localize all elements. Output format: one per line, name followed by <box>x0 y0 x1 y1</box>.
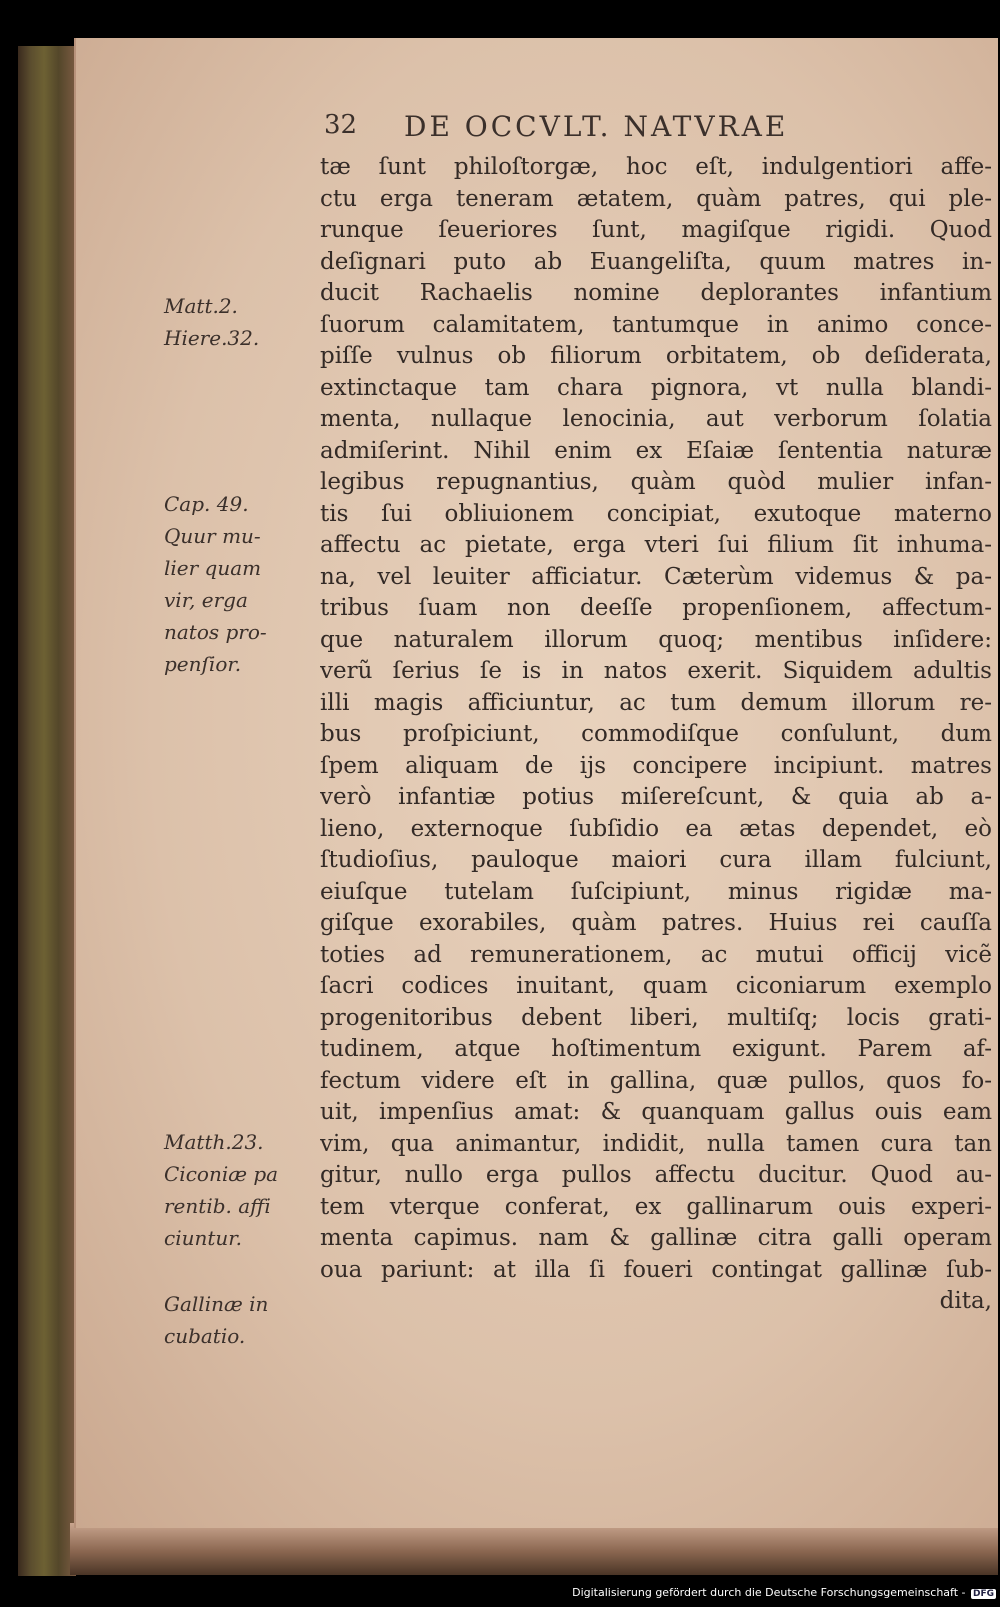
text-line: menta, nullaque lenocinia, aut verborum ſolatia <box>320 406 992 432</box>
text-line: progenitoribus debent liberi, multiſq; locis grati- <box>320 1004 992 1031</box>
text-line: tem vterque conferat, ex gallinarum ouis experi- <box>320 1193 992 1220</box>
text-line: affectu ac pietate, erga vteri ſui filium ſit inhuma- <box>320 532 992 558</box>
text-line: tis ſui obliuionem concipiat, exutoque materno <box>320 500 992 527</box>
text-line: piſſe vulnus ob filiorum orbitatem, ob deſiderata, <box>320 343 992 369</box>
marginal-note-line: rentib. affi <box>164 1194 271 1218</box>
text-line: verò infantiæ potius miſereſcunt, & quia ab a- <box>320 784 992 810</box>
text-line: giſque exorabiles, quàm patres. Huius rei cauſſa <box>320 910 992 936</box>
text-line: ſtudioſius, pauloque maiori cura illam fulciunt, <box>320 847 992 873</box>
text-line: extinctaque tam chara pignora, vt nulla blandi- <box>320 374 992 401</box>
marginal-note-line: ciuntur. <box>164 1226 242 1250</box>
text-line: uit, impenſius amat: & quanquam gallus ouis eam <box>320 1099 992 1125</box>
text-line: oua pariunt: at illa ſi foueri contingat gallinæ ſub- <box>320 1256 992 1283</box>
marginal-note-line: lier quam <box>164 556 262 580</box>
text-line: deſignari puto ab Euangeliſta, quum matres in- <box>320 248 992 275</box>
book-page <box>74 38 998 1528</box>
marginal-note-line: Cap. 49. <box>164 492 249 516</box>
text-line: bus proſpiciunt, commodiſque conſulunt, dum <box>320 721 992 747</box>
text-line: ducit Rachaelis nomine deplorantes infantium <box>320 280 992 306</box>
marginal-note-line: cubatio. <box>164 1324 246 1348</box>
catchword: dita, <box>939 1288 992 1314</box>
marginal-note <box>164 488 304 680</box>
text-line: que naturalem illorum quoq; mentibus inſidere: <box>320 626 992 653</box>
text-line: legibus repugnantius, quàm quòd mulier infan- <box>320 469 992 495</box>
text-line: ctu erga teneram ætatem, quàm patres, qui ple- <box>320 185 992 212</box>
marginal-note-line: Hiere.32. <box>164 326 260 350</box>
text-line: tribus ſuam non deeſſe propenſionem, affectum- <box>320 595 992 621</box>
marginal-note-line: Matth.23. <box>164 1130 264 1154</box>
marginal-note <box>164 1288 304 1352</box>
marginal-note-line: Gallinæ in <box>164 1292 269 1316</box>
text-line: vim, qua animantur, indidit, nulla tamen cura tan <box>320 1130 992 1157</box>
text-line: admiſerint. Nihil enim ex Eſaiæ ſententia naturæ <box>320 437 992 464</box>
page-header <box>324 110 934 150</box>
text-line: ſuorum calamitatem, tantumque in animo conce- <box>320 311 992 338</box>
text-line: verũ ſerius ſe is in natos exerit. Siquidem adultis <box>320 658 992 684</box>
marginal-note-line: penſior. <box>164 652 242 676</box>
marginal-note-line: natos pro- <box>164 620 267 644</box>
digitization-credit <box>572 1586 996 1599</box>
body-text <box>320 152 992 1318</box>
dfg-logo: DFG <box>972 1589 994 1599</box>
text-line: ſpem aliquam de ijs concipere incipiunt. matres <box>320 752 992 779</box>
marginal-note-line: Quur mu- <box>164 524 261 548</box>
marginal-note <box>164 290 304 354</box>
marginal-note <box>164 1126 304 1254</box>
marginal-note-line: Ciconiæ pa <box>164 1162 279 1186</box>
text-line: tæ ſunt philoſtorgæ, hoc eſt, indulgentiori affe- <box>320 154 992 180</box>
text-line: runque ſeueriores ſunt, magiſque rigidi. Quod <box>320 217 992 243</box>
text-line: menta capimus. nam & gallinæ citra galli operam <box>320 1225 992 1251</box>
text-line: toties ad remunerationem, ac mutui officij vicẽ <box>320 941 992 968</box>
marginal-note-line: Matt.2. <box>164 294 238 318</box>
marginal-note-line: vir, erga <box>164 588 248 612</box>
text-line: gitur, nullo erga pullos affectu ducitur. Quod au- <box>320 1162 992 1188</box>
text-line: na, vel leuiter afficiatur. Cæterùm videmus & pa- <box>320 563 992 590</box>
scan-image <box>18 38 998 1583</box>
page-number: 32 <box>324 110 358 140</box>
credit-text: Digitalisierung gefördert durch die Deutsche Forschungsgemeinschaft - <box>572 1586 966 1599</box>
running-title: DE OCCVLT. NATVRAE <box>404 110 789 143</box>
text-line: fectum videre eſt in gallina, quæ pullos, quos fo- <box>320 1067 992 1094</box>
text-line: eiuſque tutelam ſuſcipiunt, minus rigidæ ma- <box>320 878 992 905</box>
text-line: tudinem, atque hoſtimentum exigunt. Parem af- <box>320 1036 992 1062</box>
book-edge-bottom <box>70 1523 998 1575</box>
text-line: ſacri codices inuitant, quam ciconiarum exemplo <box>320 973 992 999</box>
text-line: lieno, externoque ſubſidio ea ætas dependet, eò <box>320 815 992 842</box>
text-line: illi magis afficiuntur, ac tum demum illorum re- <box>320 689 992 716</box>
book-edge-left <box>18 46 76 1576</box>
